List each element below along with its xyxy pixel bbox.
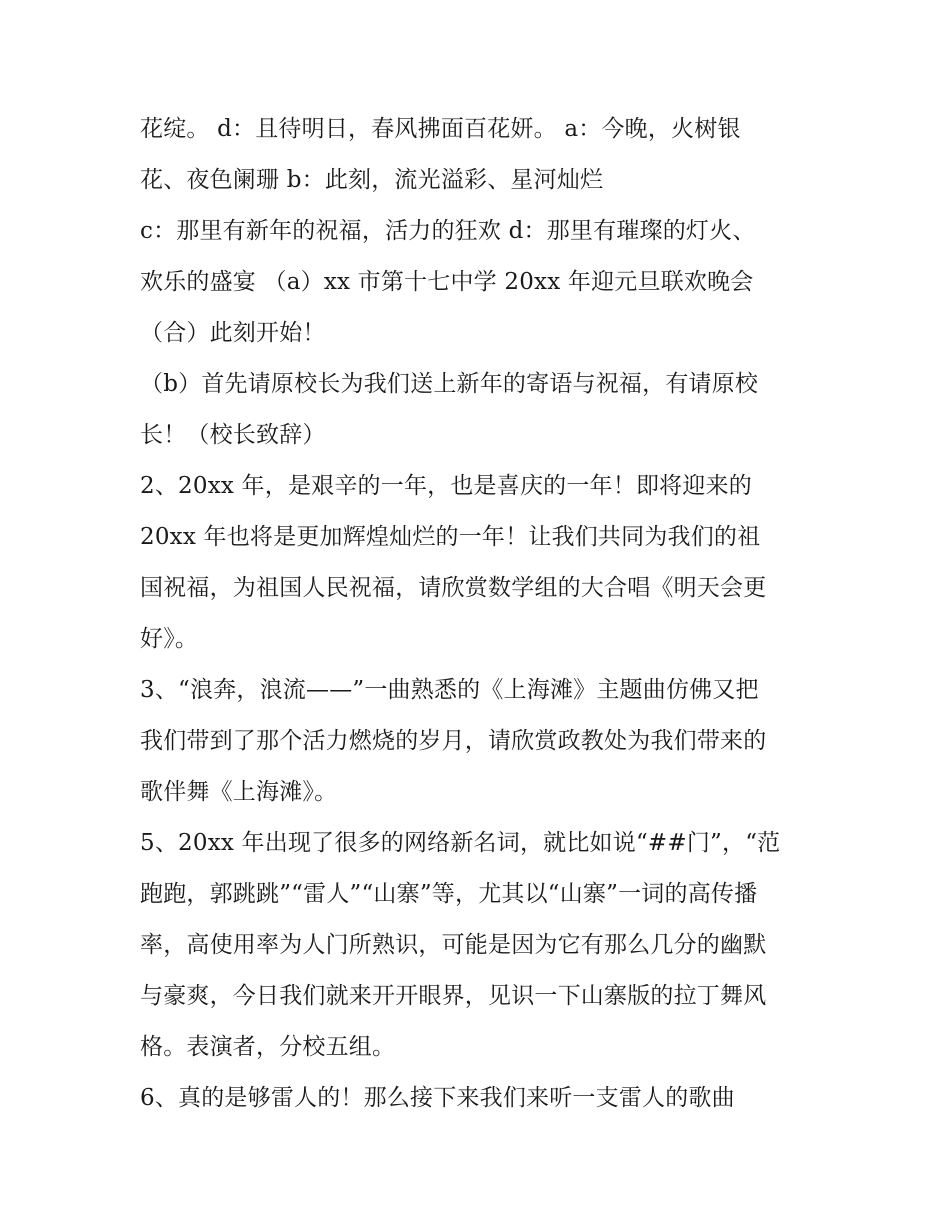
text-line-17: 率，高使用率为人门所熟识，可能是因为它有那么几分的幽默 bbox=[140, 932, 767, 958]
text-line-4: 欢乐的盛宴 （a）xx 市第十七中学 20xx 年迎元旦联欢晚会 bbox=[140, 269, 754, 295]
text-line-18: 与豪爽，今日我们就来开开眼界，见识一下山寨版的拉丁舞风 bbox=[140, 983, 767, 1009]
text-line-20: 6、真的是够雷人的！那么接下来我们来听一支雷人的歌曲 bbox=[140, 1085, 735, 1111]
text-line-8: 2、20xx 年，是艰辛的一年，也是喜庆的一年！即将迎来的 bbox=[140, 473, 752, 499]
text-line-7: 长！（校长致辞） bbox=[140, 422, 326, 448]
text-line-6: （b）首先请原校长为我们送上新年的寄语与祝福，有请原校 bbox=[140, 371, 759, 397]
text-line-14: 歌伴舞《上海滩》。 bbox=[140, 779, 338, 805]
document-body bbox=[140, 104, 830, 1124]
text-line-10: 国祝福，为祖国人民祝福，请欣赏数学组的大合唱《明天会更 bbox=[140, 575, 767, 601]
text-line-12: 3、“浪奔，浪流——”一曲熟悉的《上海滩》主题曲仿佛又把 bbox=[140, 677, 759, 703]
text-line-9: 20xx 年也将是更加辉煌灿烂的一年！让我们共同为我们的祖 bbox=[140, 524, 761, 550]
text-line-1: 花绽。 d：且待明日，春风拂面百花妍。 a：今晚，火树银 bbox=[140, 116, 741, 142]
text-line-15: 5、20xx 年出现了很多的网络新名词，就比如说“##门”，“范 bbox=[140, 830, 781, 856]
text-line-2: 花、夜色阑珊 b：此刻，流光溢彩、星河灿烂 bbox=[140, 167, 604, 193]
text-line-11: 好》。 bbox=[140, 626, 199, 652]
text-line-3: c：那里有新年的祝福，活力的狂欢 d：那里有璀璨的灯火、 bbox=[140, 218, 756, 244]
text-line-5: （合）此刻开始！ bbox=[140, 320, 326, 346]
text-line-16: 跑跑，郭跳跳”“雷人”“山寨”等，尤其以“山寨”一词的高传播 bbox=[140, 881, 758, 907]
text-line-19: 格。表演者，分校五组。 bbox=[140, 1034, 396, 1060]
text-line-13: 我们带到了那个活力燃烧的岁月，请欣赏政教处为我们带来的 bbox=[140, 728, 767, 754]
